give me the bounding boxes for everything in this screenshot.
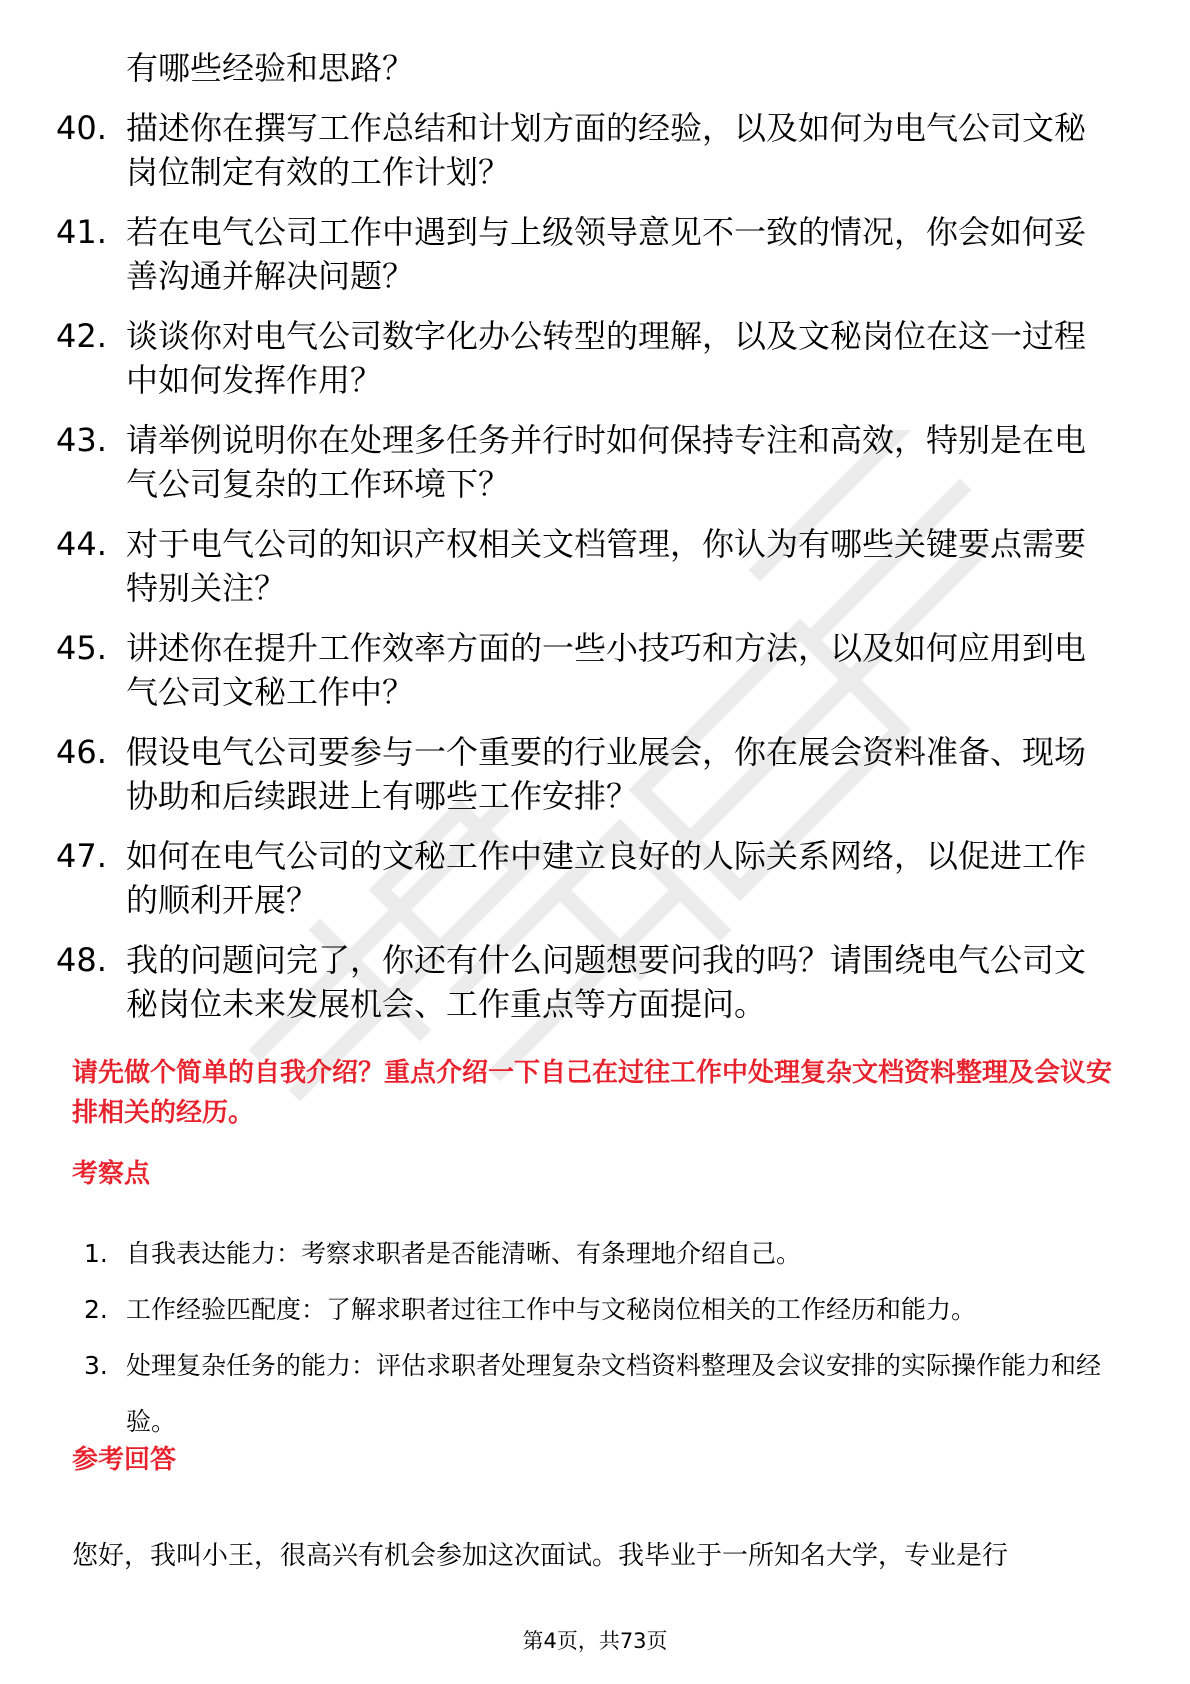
reference-answer-text: 您好，我叫小王，很高兴有机会参加这次面试。我毕业于一所知名大学，专业是行 <box>72 1541 1009 1571</box>
reference-answer-heading: 参考回答 <box>72 1445 177 1475</box>
assessment-point <box>84 1282 1124 1338</box>
question-number: 46. <box>56 733 107 771</box>
question-text: 请举例说明你在处理多任务并行时如何保持专注和高效，特别是在电气公司复杂的工作环境下？ <box>126 421 1087 503</box>
question-text: 谈谈你对电气公司数字化办公转型的理解，以及文秘岗位在这一过程中如何发挥作用？ <box>126 317 1087 399</box>
question-item <box>56 210 1116 298</box>
question-item <box>56 314 1116 402</box>
question-number: 42. <box>56 317 107 355</box>
question-number: 41. <box>56 213 107 251</box>
question-number: 47. <box>56 837 107 875</box>
question-text: 对于电气公司的知识产权相关文档管理，你认为有哪些关键要点需要特别关注？ <box>126 525 1087 607</box>
question-item <box>56 730 1116 818</box>
question-text: 讲述你在提升工作效率方面的一些小技巧和方法，以及如何应用到电气公司文秘工作中？ <box>126 629 1087 711</box>
assessment-point <box>84 1338 1124 1450</box>
assessment-points <box>84 1226 1124 1450</box>
assessment-point-number: 1. <box>84 1239 108 1268</box>
assessment-point-text: 处理复杂任务的能力：评估求职者处理复杂文档资料整理及会议安排的实际操作能力和经验。 <box>126 1351 1102 1436</box>
question-text: 若在电气公司工作中遇到与上级领导意见不一致的情况，你会如何妥善沟通并解决问题？ <box>126 213 1087 295</box>
question-number: 48. <box>56 941 107 979</box>
assessment-point-text: 自我表达能力：考察求职者是否能清晰、有条理地介绍自己。 <box>126 1239 802 1268</box>
assessment-heading: 考察点 <box>72 1159 151 1189</box>
question-item <box>56 834 1116 922</box>
assessment-point-number: 2. <box>84 1295 108 1324</box>
question-item <box>56 626 1116 714</box>
assessment-point <box>84 1226 1124 1282</box>
question-item <box>56 418 1116 506</box>
page-footer: 第4页，共73页 <box>522 1629 668 1653</box>
question-text: 如何在电气公司的文秘工作中建立良好的人际关系网络，以促进工作的顺利开展？ <box>126 837 1087 919</box>
featured-question: 请先做个简单的自我介绍？重点介绍一下自己在过往工作中处理复杂文档资料整理及会议安排相关的经历。 <box>72 1058 1113 1128</box>
question-item <box>56 522 1116 610</box>
question-item <box>56 106 1116 194</box>
question-number: 44. <box>56 525 107 563</box>
question-number: 40. <box>56 109 107 147</box>
question-number: 45. <box>56 629 107 667</box>
question-text: 我的问题问完了，你还有什么问题想要问我的吗？请围绕电气公司文秘岗位未来发展机会、工作重点等方面提问。 <box>126 941 1087 1023</box>
question-list <box>56 46 1116 1026</box>
assessment-point-number: 3. <box>84 1351 108 1380</box>
question-number: 43. <box>56 421 107 459</box>
question-text: 描述你在撰写工作总结和计划方面的经验，以及如何为电气公司文秘岗位制定有效的工作计划？ <box>126 109 1087 191</box>
question-item <box>56 938 1116 1026</box>
question-continuation: 有哪些经验和思路？ <box>126 49 415 87</box>
assessment-point-text: 工作经验匹配度：了解求职者过往工作中与文秘岗位相关的工作经历和能力。 <box>126 1295 977 1324</box>
question-text: 假设电气公司要参与一个重要的行业展会，你在展会资料准备、现场协助和后续跟进上有哪些工作安排？ <box>126 733 1087 815</box>
